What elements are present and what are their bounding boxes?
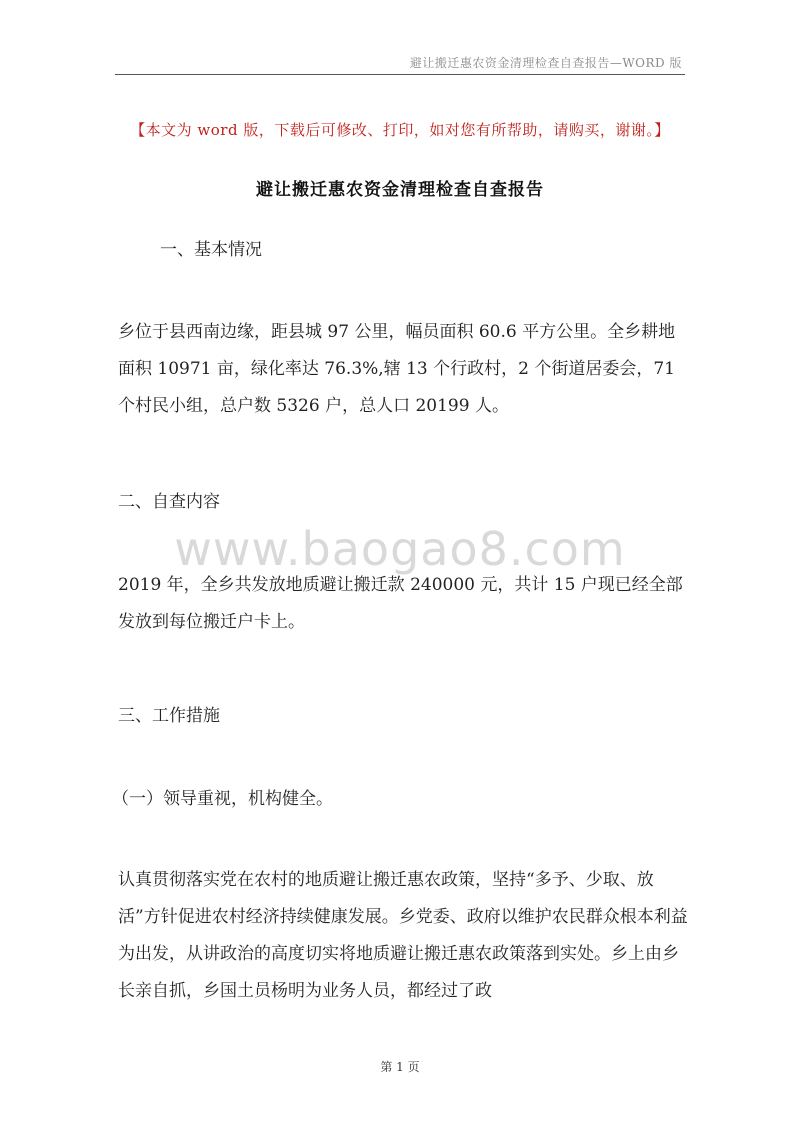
paragraph-self-check: 2019 年，全乡共发放地质避让搬迁款 240000 元，共计 15 户现已经全部发放到每位搬迁户卡上。 xyxy=(118,575,683,632)
page-number: 第 1 页 xyxy=(380,1060,420,1074)
section-heading-self-check: 二、自查内容 xyxy=(118,492,220,512)
section-heading-measures: 三、工作措施 xyxy=(118,706,220,726)
running-header: 避让搬迁惠农资金清理检查自查报告—WORD 版 xyxy=(409,56,682,70)
section-heading-basic-info: 一、基本情况 xyxy=(160,240,262,260)
document-title: 避让搬迁惠农资金清理检查自查报告 xyxy=(256,180,544,200)
header-divider xyxy=(115,74,685,75)
subheading-leadership: （一）领导重视，机构健全。 xyxy=(112,789,333,809)
watermark: www.baogao8.com xyxy=(174,522,626,576)
paragraph-basic-info: 乡位于县西南边缘，距县城 97 公里，幅员面积 60.6 平方公里。全乡耕地面积 10971 亩，绿化率达 76.3%,辖 13 个行政村，2 个街道居委会，71 个村民小组，总户数 5326 户，总人口 20199 人。 xyxy=(118,322,676,416)
purchase-notice: 【本文为 word 版，下载后可修改、打印，如对您有所帮助，请购买，谢谢。】 xyxy=(130,121,670,139)
paragraph-leadership: 认真贯彻落实党在农村的地质避让搬迁惠农政策，坚持“多予、少取、放活”方针促进农村经济持续健康发展。乡党委、政府以维护农民群众根本利益为出发，从讲政治的高度切实将地质避让搬迁惠农政策落到实处。乡上由乡长亲自抓，乡国土员杨明为业务人员，都经过了政 xyxy=(118,870,688,1001)
